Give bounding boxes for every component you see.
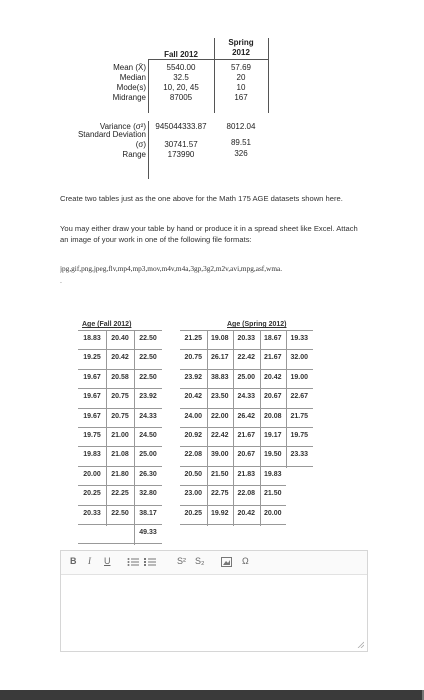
- fall-age-cell: 21.00: [111, 432, 129, 439]
- editor-text-area[interactable]: [61, 575, 367, 651]
- spring-table-title: [227, 321, 287, 328]
- fall-age-cell: 20.40: [111, 335, 129, 342]
- grid-divider: [78, 330, 162, 331]
- spring-age-cell: 20.42: [184, 393, 203, 401]
- spring-age-cell: 19.50: [263, 451, 282, 459]
- spring-table-title-text: Age (Spring 2012): [227, 321, 287, 328]
- numbered-list-icon: [144, 557, 156, 567]
- bulleted-list-icon: [127, 557, 139, 567]
- spring-age-cell: 19.08: [210, 335, 229, 342]
- bottom-bar: [0, 690, 424, 700]
- stray-period: .: [60, 278, 62, 285]
- grid-divider: [180, 369, 313, 370]
- spring-age-cell: 19.33: [290, 335, 309, 342]
- fall-age-cell: 22.50: [139, 354, 157, 362]
- grid-divider: [106, 330, 107, 526]
- fall-stat-value: 87005: [169, 93, 193, 102]
- grid-divider: [180, 524, 286, 525]
- grid-divider: [180, 408, 313, 409]
- grid-divider: [78, 543, 162, 544]
- stat-label: Median: [119, 73, 146, 82]
- grid-divider: [180, 485, 286, 486]
- stat-label: (σ): [135, 140, 146, 149]
- fall-age-cell: 25.00: [139, 451, 157, 459]
- fall-age-cell: 32.80: [139, 490, 157, 498]
- stat-label: Mode(s): [116, 83, 146, 92]
- fall-stat-value: 173990: [167, 150, 195, 159]
- fall-age-cell: 22.50: [139, 335, 157, 342]
- column-divider: [148, 121, 149, 179]
- spring-age-cell: 22.75: [210, 490, 229, 498]
- fall-age-cell: 19.67: [83, 412, 101, 420]
- grid-divider: [180, 349, 313, 350]
- spring-age-cell: 23.33: [290, 451, 309, 459]
- spring-age-cell: 20.67: [237, 451, 256, 459]
- special-character-button[interactable]: Ω: [242, 556, 249, 566]
- spring-age-cell: 20.33: [237, 335, 256, 342]
- italic-button[interactable]: I: [88, 556, 91, 566]
- fall-table-title: [82, 321, 131, 328]
- spring-age-cell: 25.00: [237, 373, 256, 381]
- spring-age-cell: 20.67: [263, 393, 282, 401]
- spring-age-cell: 22.00: [210, 412, 229, 420]
- spring-age-cell: 20.42: [263, 373, 282, 381]
- fall-age-cell: 19.75: [83, 432, 101, 439]
- spring-age-cell: 19.92: [210, 509, 229, 517]
- spring-age-cell: 24.33: [237, 393, 256, 401]
- spring-age-cell: 39.00: [210, 451, 229, 459]
- grid-divider: [180, 330, 313, 331]
- spring-age-cell: 19.75: [290, 432, 309, 439]
- fall-age-cell: 19.67: [83, 393, 101, 401]
- grid-divider: [78, 427, 162, 428]
- grid-divider: [233, 330, 234, 526]
- spring-age-cell: 21.50: [210, 470, 229, 478]
- spring-age-cell: 19.17: [263, 432, 282, 439]
- fall-age-cell: 21.08: [111, 451, 129, 459]
- spring-age-cell: 26.42: [237, 412, 256, 420]
- stat-label: Variance (σ²): [99, 122, 146, 131]
- spring-age-cell: 26.17: [210, 354, 229, 362]
- spring-age-cell: 21.67: [263, 354, 282, 362]
- spring-2012-header-line1: Spring: [228, 38, 254, 47]
- fall-age-cell: 23.92: [139, 393, 157, 401]
- spring-age-cell: 20.08: [263, 412, 282, 420]
- fall-age-cell: 20.75: [111, 412, 129, 420]
- spring-age-cell: 18.67: [263, 335, 282, 342]
- grid-divider: [78, 349, 162, 350]
- fall-age-cell: 49.33: [139, 529, 157, 536]
- fall-age-cell: 18.83: [83, 335, 101, 342]
- instruction-paragraph-1: Create two tables just as the one above for the Math 175 AGE datasets shown here.: [60, 194, 343, 203]
- spring-age-cell: 23.00: [184, 490, 203, 498]
- fall-age-cell: 20.25: [83, 490, 101, 498]
- spring-age-cell: 22.08: [184, 451, 203, 459]
- spring-age-cell: 19.00: [290, 373, 309, 381]
- grid-divider: [78, 505, 162, 506]
- underline-button[interactable]: U: [104, 556, 111, 566]
- spring-age-cell: 20.25: [184, 509, 203, 517]
- grid-divider: [207, 330, 208, 526]
- spring-stat-value: 326: [234, 149, 248, 158]
- fall-age-cell: 19.67: [83, 373, 101, 381]
- fall-stat-value: 32.5: [173, 73, 189, 82]
- spring-stat-value: 10: [236, 83, 246, 92]
- stat-label: Midrange: [112, 93, 146, 102]
- spring-age-cell: 22.42: [210, 432, 229, 439]
- fall-age-cell: 24.33: [139, 412, 157, 420]
- numbered-list-button[interactable]: [144, 557, 156, 569]
- column-divider: [214, 38, 215, 113]
- stat-label: Standard Deviation: [77, 130, 146, 139]
- grid-divider: [78, 408, 162, 409]
- grid-divider: [180, 446, 313, 447]
- stat-label: Mean (X̄): [113, 63, 146, 72]
- spring-age-cell: 38.83: [210, 373, 229, 381]
- grid-divider: [134, 330, 135, 545]
- spring-age-cell: 21.50: [263, 490, 282, 498]
- fall-stat-value: 10, 20, 45: [163, 83, 199, 92]
- grid-divider: [78, 388, 162, 389]
- grid-divider: [78, 524, 162, 525]
- fall-age-cell: 24.50: [139, 432, 157, 439]
- allowed-file-formats: jpg,gif,png,jpeg,flv,mp4,mp3,mov,m4v,m4a,3gp,3g2,m2v,avi,mpg,asf,wma.: [60, 264, 283, 273]
- spring-age-cell: 24.00: [184, 412, 203, 420]
- spring-age-cell: 19.83: [263, 470, 282, 478]
- fall-age-cell: 19.83: [83, 451, 101, 459]
- editor-toolbar: [61, 551, 367, 575]
- spring-age-cell: 23.92: [184, 373, 203, 381]
- fall-stat-value: 5540.00: [166, 63, 196, 72]
- insert-image-button[interactable]: [221, 557, 232, 569]
- spring-age-cell: 21.83: [237, 470, 256, 478]
- fall-age-cell: 20.42: [111, 354, 129, 362]
- spring-2012-header-line2: 2012: [232, 48, 250, 57]
- fall-age-cell: 20.58: [111, 373, 129, 381]
- stat-label: Range: [122, 150, 146, 159]
- grid-divider: [180, 427, 313, 428]
- spring-age-cell: 22.08: [237, 490, 256, 498]
- answer-editor[interactable]: [60, 550, 368, 652]
- spring-age-cell: 21.75: [290, 412, 309, 420]
- spring-age-cell: 21.25: [184, 335, 203, 342]
- instruction-paragraph-2: You may either draw your table by hand or produce it in a spread sheet like Excel. Attach an image of your work in one of the following file formats:: [60, 224, 358, 244]
- fall-age-cell: 22.25: [111, 490, 129, 498]
- spring-age-cell: 23.50: [210, 393, 229, 401]
- fall-age-cell: 20.33: [83, 509, 101, 517]
- fall-stat-value: 30741.57: [164, 140, 198, 149]
- spring-age-cell: 32.00: [290, 354, 309, 362]
- grid-divider: [180, 466, 313, 467]
- grid-divider: [78, 466, 162, 467]
- spring-stat-value: 57.69: [230, 63, 252, 72]
- bold-button[interactable]: B: [70, 556, 77, 566]
- spring-age-cell: 22.42: [237, 354, 256, 362]
- superscript-button[interactable]: S²: [177, 556, 186, 566]
- grid-divider: [180, 505, 286, 506]
- fall-age-cell: 26.30: [139, 470, 157, 478]
- fall-2012-header: Fall 2012: [164, 50, 198, 59]
- spring-stat-value: 20: [236, 73, 246, 82]
- spring-age-cell: 20.42: [237, 509, 256, 517]
- spring-age-cell: 20.75: [184, 354, 203, 362]
- spring-age-cell: 20.92: [184, 432, 203, 439]
- spring-age-cell: 20.50: [184, 470, 203, 478]
- fall-age-cell: 21.80: [111, 470, 129, 478]
- subscript-button[interactable]: S₂: [195, 556, 205, 566]
- image-icon: [221, 557, 232, 567]
- grid-divider: [78, 369, 162, 370]
- column-divider: [268, 38, 269, 113]
- fall-stat-value: 945044333.87: [155, 122, 207, 131]
- fall-age-cell: 22.50: [139, 373, 157, 381]
- column-divider: [148, 59, 149, 113]
- spring-age-cell: 22.67: [290, 393, 309, 401]
- fall-age-cell: 22.50: [111, 509, 129, 517]
- spring-stat-value: 167: [234, 93, 248, 102]
- spring-age-cell: 21.67: [237, 432, 256, 439]
- bulleted-list-button[interactable]: [127, 557, 139, 569]
- fall-age-cell: 20.00: [83, 470, 101, 478]
- spring-stat-value: 8012.04: [226, 122, 256, 131]
- fall-age-cell: 38.17: [139, 509, 157, 517]
- header-divider: [148, 59, 269, 60]
- spring-stat-value: 89.51: [230, 138, 252, 147]
- fall-table-title-text: Age (Fall 2012): [82, 321, 132, 328]
- spring-age-cell: 20.00: [263, 509, 282, 517]
- grid-divider: [180, 388, 313, 389]
- grid-divider: [260, 330, 261, 526]
- grid-divider: [78, 485, 162, 486]
- fall-age-cell: 20.75: [111, 393, 129, 401]
- fall-age-cell: 19.25: [83, 354, 101, 362]
- resize-handle-icon[interactable]: [357, 641, 364, 648]
- grid-divider: [78, 446, 162, 447]
